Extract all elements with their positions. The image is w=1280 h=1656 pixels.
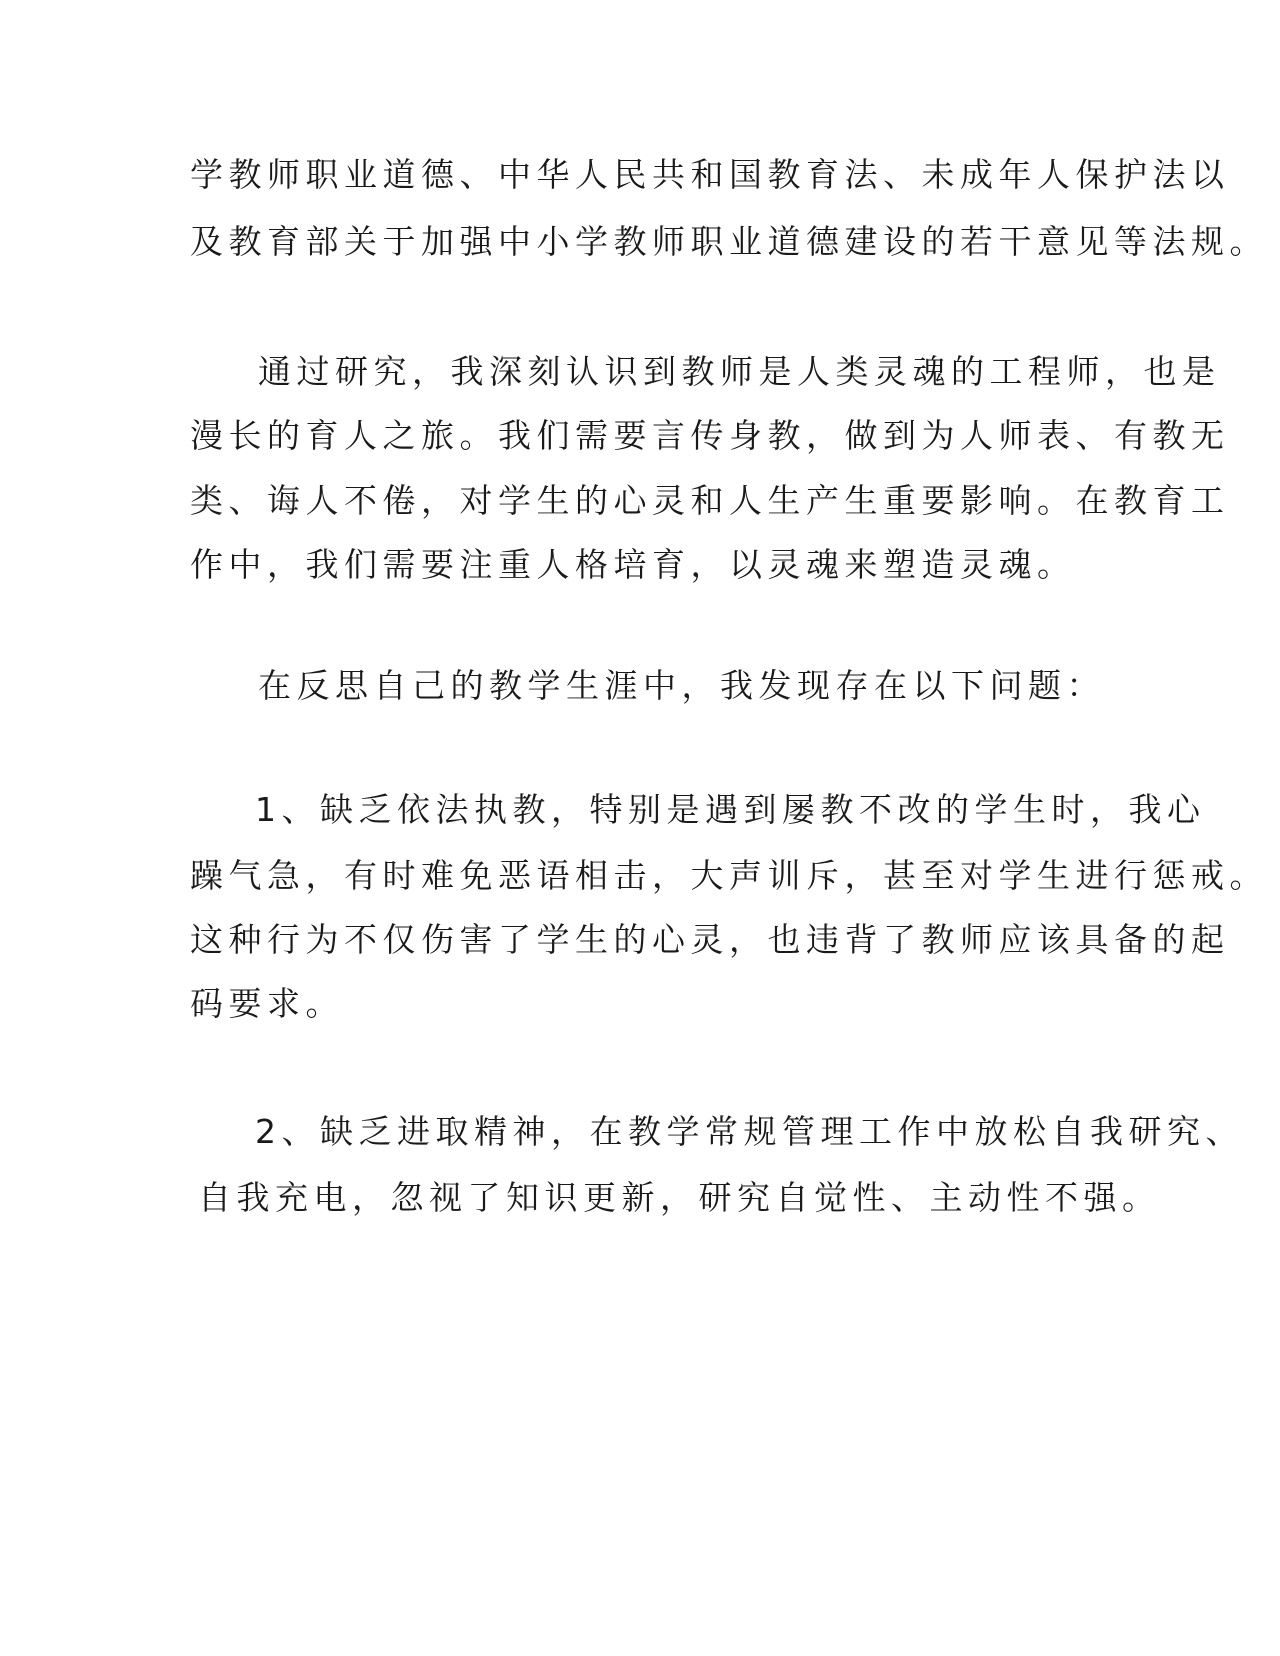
paragraph-line: 通过研究，我深刻认识到教师是人类灵魂的工程师，也是 [258, 352, 1221, 391]
paragraph-line: 学教师职业道德、中华人民共和国教育法、未成年人保护法以 [190, 155, 1230, 194]
paragraph-line: 作中，我们需要注重人格培育，以灵魂来塑造灵魂。 [190, 545, 1076, 584]
paragraph-line: 自我充电，忽视了知识更新，研究自觉性、主动性不强。 [198, 1178, 1161, 1217]
paragraph-line: 及教育部关于加强中小学教师职业道德建设的若干意见等法规。 [190, 222, 1268, 261]
paragraph-line: 在反思自己的教学生涯中，我发现存在以下问题： [258, 666, 1105, 705]
paragraph-line: 漫长的育人之旅。我们需要言传身教，做到为人师表、有教无 [190, 416, 1230, 455]
paragraph-line: 码要求。 [190, 984, 344, 1023]
paragraph-line: 躁气急，有时难免恶语相击，大声训斥，甚至对学生进行惩戒。 [190, 856, 1268, 895]
paragraph-line: 2、缺乏进取精神，在教学常规管理工作中放松自我研究、 [255, 1112, 1244, 1151]
paragraph-line: 1、缺乏依法执教，特别是遇到屡教不改的学生时，我心 [255, 790, 1206, 829]
paragraph-line: 类、诲人不倦，对学生的心灵和人生产生重要影响。在教育工 [190, 481, 1230, 520]
paragraph-line: 这种行为不仅伤害了学生的心灵，也违背了教师应该具备的起 [190, 920, 1230, 959]
